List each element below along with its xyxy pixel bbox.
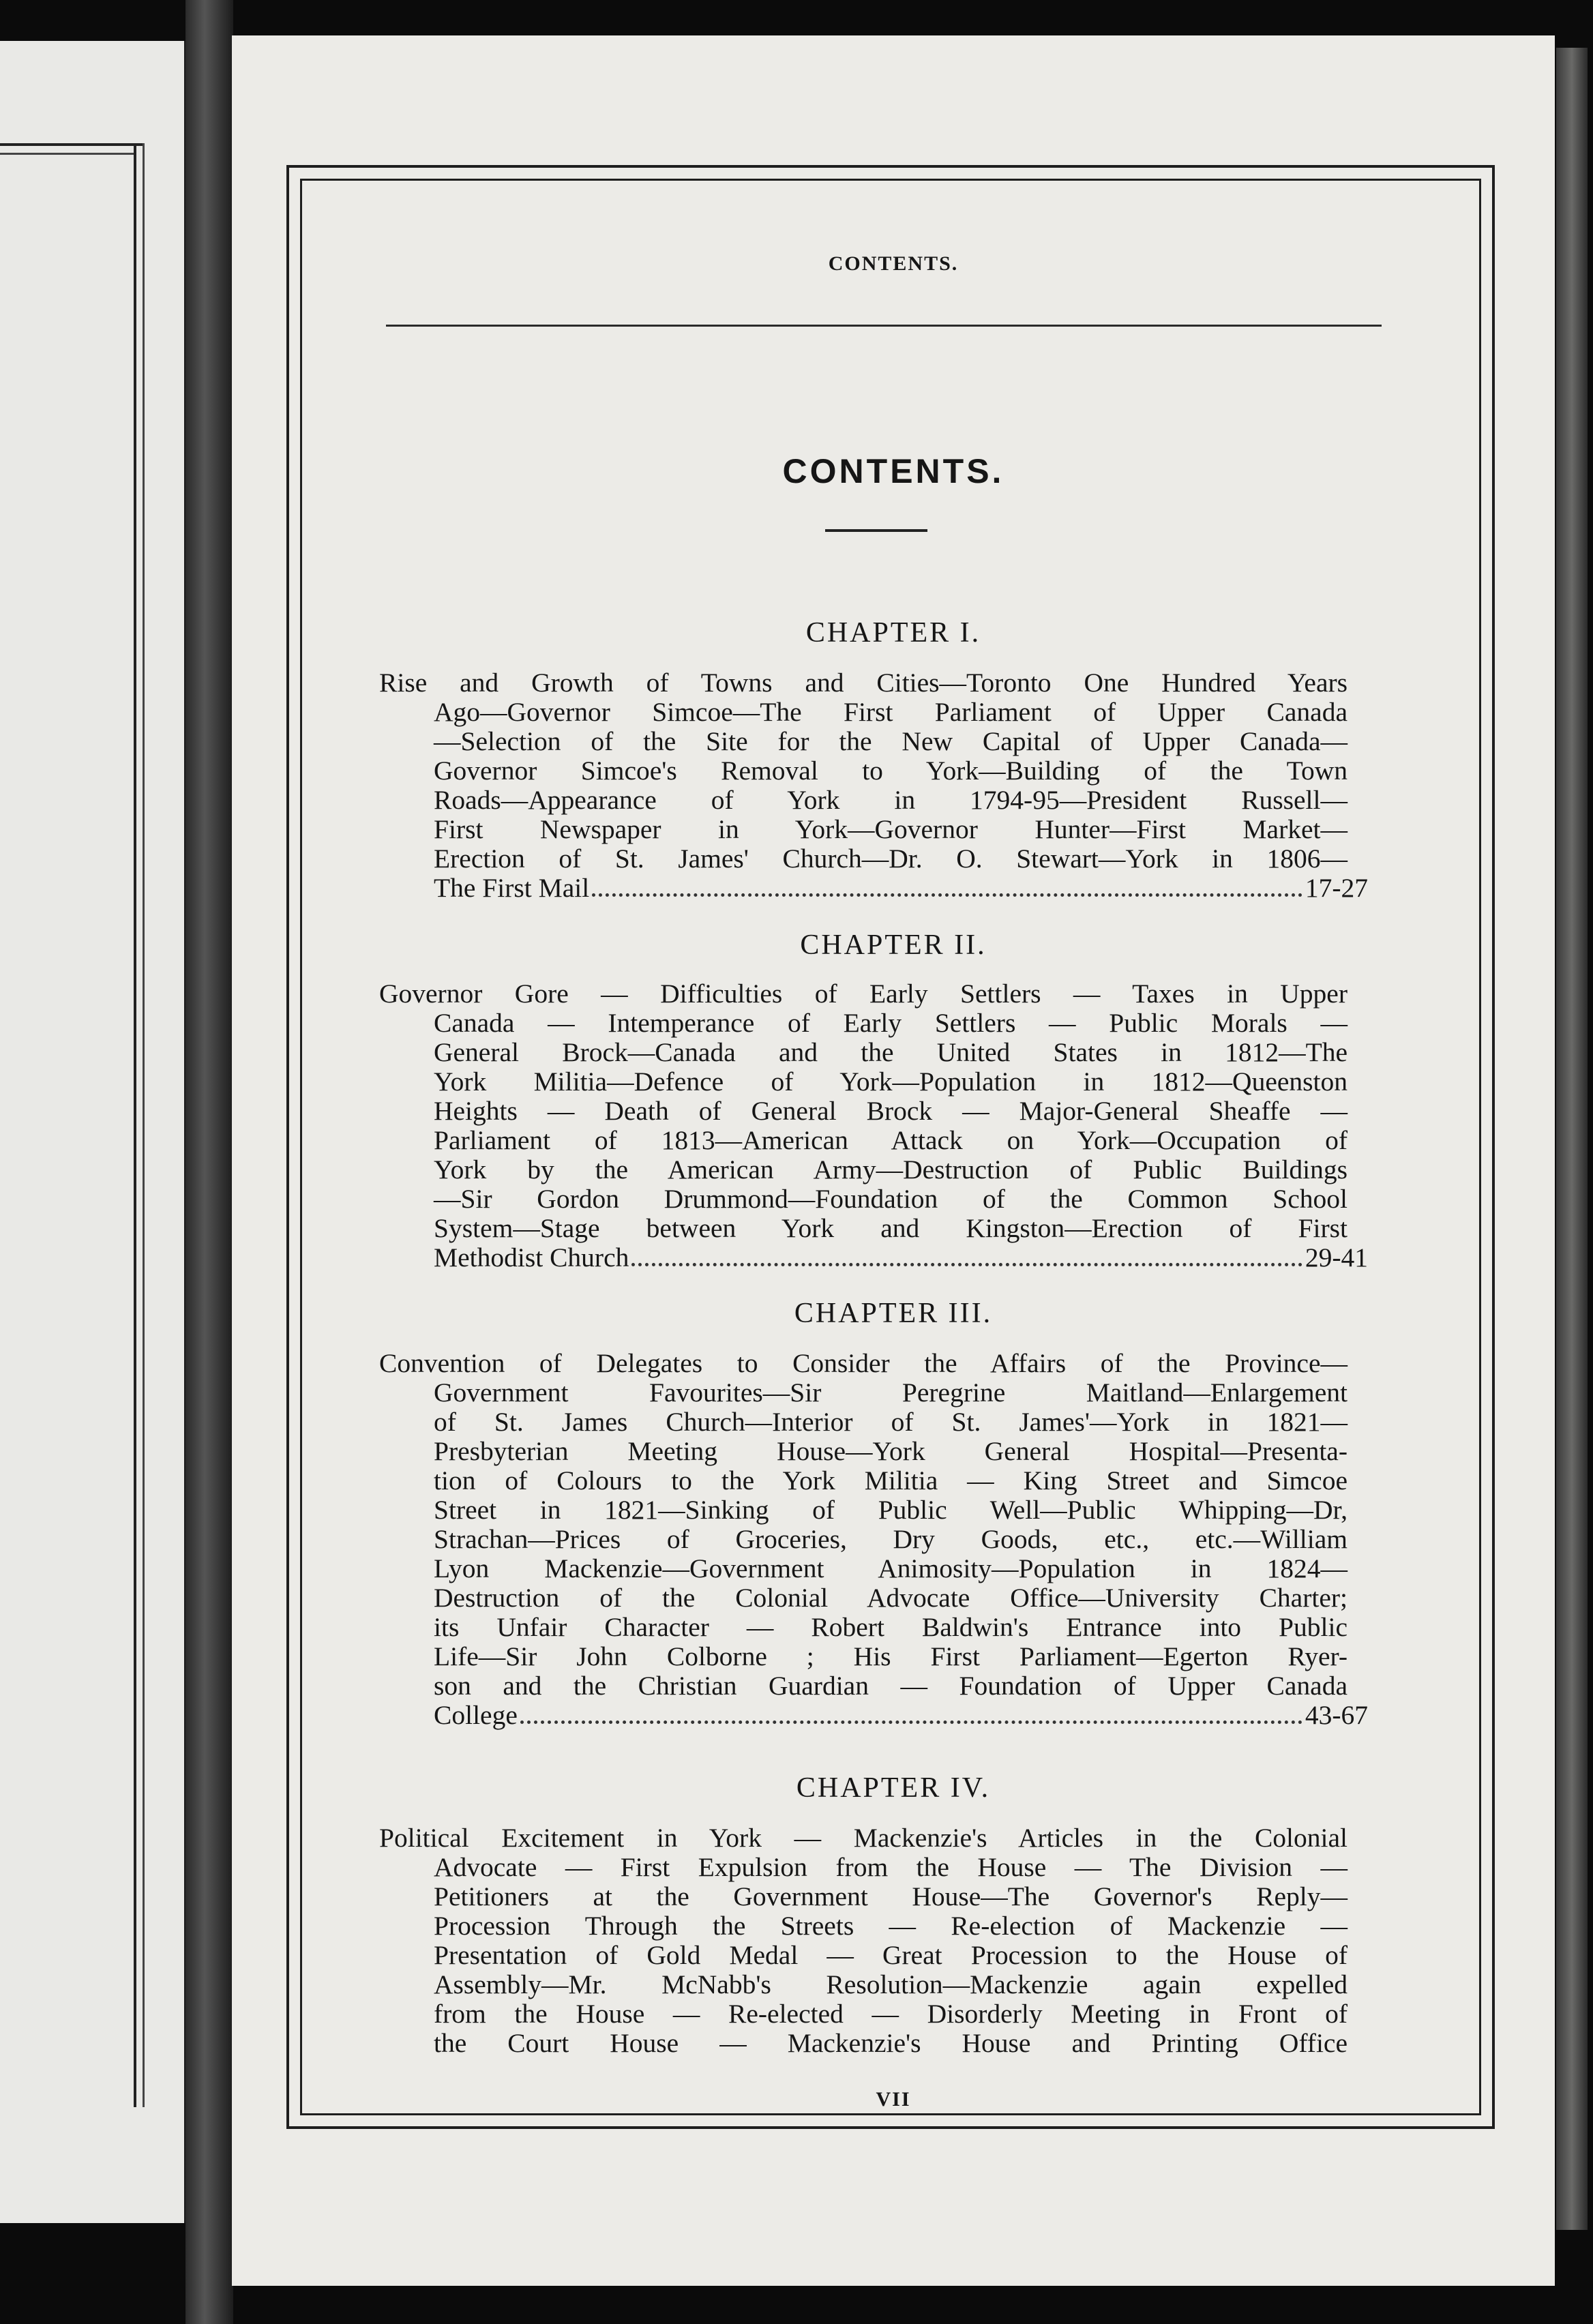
entry-line: Canada — Intemperance of Early Settlers — Public Morals —: [434, 1008, 1348, 1038]
entry-line: Convention of Delegates to Consider the Affairs of the Province—: [379, 1348, 1348, 1378]
entry-line: Parliament of 1813—American Attack on York—Occupation of: [434, 1125, 1348, 1155]
running-head-rule: [386, 325, 1382, 327]
entry-line: College: [434, 1700, 518, 1730]
running-head: CONTENTS.: [828, 252, 959, 275]
facing-page-border: [134, 143, 136, 2107]
entry-line: Assembly—Mr. McNabb's Resolution—Mackenzie again expelled: [434, 1969, 1348, 1999]
entry-line: Petitioners at the Government House—The Governor's Reply—: [434, 1881, 1348, 1911]
entry-line: Strachan—Prices of Groceries, Dry Goods, etc., etc.—William: [434, 1524, 1348, 1554]
entry-line: its Unfair Character — Robert Baldwin's Entrance into Public: [434, 1612, 1348, 1642]
entry-line: Roads—Appearance of York in 1794-95—President Russell—: [434, 785, 1348, 815]
entry-line: Methodist Church: [434, 1242, 629, 1272]
entry-line: tion of Colours to the York Militia — King Street and Simcoe: [434, 1465, 1348, 1495]
page-number: VII: [876, 2088, 911, 2111]
page-range: 29-41: [1305, 1242, 1368, 1272]
facing-page-border: [143, 143, 145, 2107]
entry-line: from the House — Re-elected — Disorderly Meeting in Front of: [434, 1999, 1348, 2029]
chapter-entry: [379, 979, 1532, 1272]
facing-page-border: [0, 153, 136, 155]
page-edge-shadow: [1556, 48, 1588, 2230]
dot-leader: [520, 1720, 1302, 1724]
entry-line: Government Favourites—Sir Peregrine Maitland—Enlargement: [434, 1377, 1348, 1407]
entry-line: son and the Christian Guardian — Foundation of Upper Canada: [434, 1671, 1348, 1701]
entry-line: Governor Gore — Difficulties of Early Settlers — Taxes in Upper: [379, 979, 1348, 1009]
entry-last-line: [434, 1243, 1368, 1272]
entry-line: First Newspaper in York—Governor Hunter—First Market—: [434, 814, 1348, 844]
entry-line: Street in 1821—Sinking of Public Well—Public Whipping—Dr,: [434, 1495, 1348, 1525]
entry-line: Presbyterian Meeting House—York General Hospital—Presenta-: [434, 1436, 1348, 1466]
chapter-heading: CHAPTER IV.: [796, 1772, 991, 1804]
facing-page: [0, 41, 191, 2223]
entry-line: Governor Simcoe's Removal to York—Building of the Town: [434, 756, 1348, 786]
chapter-heading: CHAPTER III.: [794, 1298, 993, 1329]
entry-line: Destruction of the Colonial Advocate Office—University Charter;: [434, 1583, 1348, 1613]
chapter-heading: CHAPTER I.: [805, 617, 981, 649]
entry-line: York by the American Army—Destruction of Public Buildings: [434, 1154, 1348, 1185]
entry-line: York Militia—Defence of York—Population in 1812—Queenston: [434, 1067, 1348, 1097]
page-range: 43-67: [1305, 1700, 1368, 1730]
entry-last-line: [434, 1701, 1368, 1730]
entry-line: System—Stage between York and Kingston—Erection of First: [434, 1213, 1348, 1243]
dot-leader: [631, 1262, 1302, 1266]
entry-line: Political Excitement in York — Mackenzie's Articles in the Colonial: [379, 1823, 1348, 1853]
entry-last-line: [434, 874, 1368, 903]
entry-line: Advocate — First Expulsion from the House — The Division —: [434, 1852, 1348, 1882]
page-title: CONTENTS.: [782, 452, 1004, 490]
title-rule: [825, 529, 927, 532]
entry-line: Erection of St. James' Church—Dr. O. Stewart—York in 1806—: [434, 844, 1348, 874]
entry-line: —Sir Gordon Drummond—Foundation of the Common School: [434, 1184, 1348, 1214]
entry-line: Ago—Governor Simcoe—The First Parliament of Upper Canada: [434, 697, 1348, 727]
book-gutter: [185, 0, 233, 2324]
chapter-heading: CHAPTER II.: [800, 929, 987, 961]
chapter-entry: [379, 1823, 1532, 2058]
entry-line: Lyon Mackenzie—Government Animosity—Population in 1824—: [434, 1553, 1348, 1583]
entry-line: Heights — Death of General Brock — Major-General Sheaffe —: [434, 1096, 1348, 1126]
page-range: 17-27: [1305, 873, 1368, 903]
contents-page: [232, 35, 1555, 2286]
entry-line: Procession Through the Streets — Re-election of Mackenzie —: [434, 1911, 1348, 1941]
facing-page-border: [0, 143, 145, 146]
entry-line: The First Mail: [434, 873, 590, 903]
entry-line: Rise and Growth of Towns and Cities—Toronto One Hundred Years: [379, 668, 1348, 698]
entry-line: —Selection of the Site for the New Capital of Upper Canada—: [434, 726, 1348, 756]
chapter-entry: [379, 668, 1532, 903]
entry-line: Presentation of Gold Medal — Great Procession to the House of: [434, 1940, 1348, 1970]
entry-line: the Court House — Mackenzie's House and Printing Office: [434, 2028, 1348, 2058]
entry-line: of St. James Church—Interior of St. James'—York in 1821—: [434, 1407, 1348, 1437]
dot-leader: [592, 893, 1302, 897]
entry-line: Life—Sir John Colborne ; His First Parliament—Egerton Ryer-: [434, 1641, 1348, 1671]
chapter-entry: [379, 1349, 1532, 1730]
entry-line: General Brock—Canada and the United States in 1812—The: [434, 1037, 1348, 1067]
